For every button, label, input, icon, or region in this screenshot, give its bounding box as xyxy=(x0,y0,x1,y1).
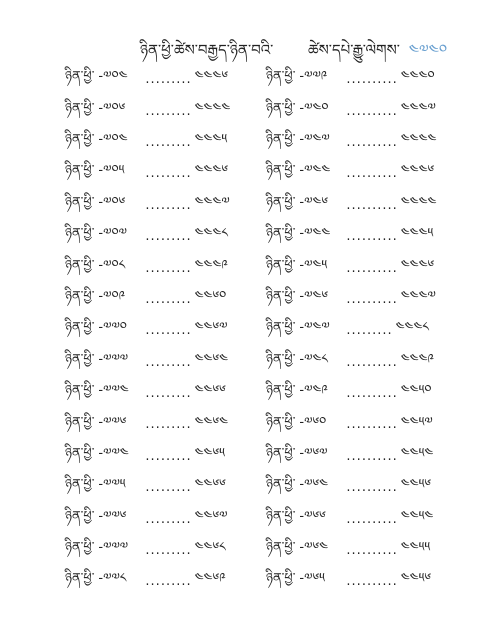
toc-entry xyxy=(65,409,230,440)
toc-entry xyxy=(65,472,230,503)
entry-label: ཉིན་ཕྱི་ xyxy=(65,320,95,336)
entry-leader: .......... xyxy=(346,260,398,276)
entry-label: ཉིན་ཕྱི་ xyxy=(266,540,296,556)
entry-leader: ......... xyxy=(145,480,192,496)
entry-label: ཉིན་ཕྱི་ xyxy=(65,131,95,147)
entry-page-number: ༤༤༦༦ xyxy=(194,383,226,399)
entry-page-number: ༤༤༦༧ xyxy=(194,508,228,524)
entry-leader: ......... xyxy=(145,260,192,276)
toc-entry xyxy=(65,95,230,126)
entry-label: ཉིན་ཕྱི་ xyxy=(65,414,95,430)
entry-code: -༧༤༠ xyxy=(299,100,329,116)
entry-page-number: ༤༤༤༦ xyxy=(194,69,229,85)
entry-page-number: ༤༤༤༤ xyxy=(400,131,437,147)
entry-label: ཉིན་ཕྱི་ xyxy=(266,257,296,273)
entry-label: ཉིན་ཕྱི་ xyxy=(65,571,95,587)
entry-label: ཉིན་ཕྱི་ xyxy=(65,477,95,493)
entry-code: -༧༧༥ xyxy=(98,477,126,493)
entry-code: -༧༦༠ xyxy=(299,414,327,430)
entry-page-number: ༤༤༦༧ xyxy=(194,320,228,336)
entry-leader: ......... xyxy=(145,291,192,307)
toc-entry xyxy=(65,566,230,597)
entry-page-number: ༤༤༤༤ xyxy=(194,100,231,116)
entry-page-number: ༤༤༥༦ xyxy=(400,477,432,493)
page-header xyxy=(0,34,494,64)
entry-label: ཉིན་ཕྱི་ xyxy=(65,163,95,179)
entry-leader: .......... xyxy=(346,354,398,370)
entry-label: ཉིན་ཕྱི་ xyxy=(65,257,95,273)
entry-page-number: ༤༤༤༨ xyxy=(395,320,429,336)
entry-code: -༧༦༤ xyxy=(299,477,329,493)
entry-label: ཉིན་ཕྱི་ xyxy=(65,445,95,461)
entry-label: ཉིན་ཕྱི་ xyxy=(65,69,95,85)
entry-label: ཉིན་ཕྱི་ xyxy=(266,226,296,242)
entry-code: -༧༤༩ xyxy=(299,383,328,399)
entry-leader: ......... xyxy=(145,323,192,339)
toc-entry xyxy=(65,190,230,221)
entry-label: ཉིན་ཕྱི་ xyxy=(266,351,296,367)
entry-leader: .......... xyxy=(346,448,398,464)
entry-leader: ......... xyxy=(145,511,192,527)
toc-entry xyxy=(266,535,436,566)
entry-code: -༧༤༥ xyxy=(299,257,328,273)
toc-entry xyxy=(65,378,230,409)
entry-code: -༧༧༧ xyxy=(98,540,129,556)
toc-entry xyxy=(266,158,436,189)
entry-label: ཉིན་ཕྱི་ xyxy=(65,288,95,304)
entry-code: -༧༦༥ xyxy=(299,571,325,587)
subtitle-text: ཚེས་དཔེ་རྒྱུ་ལེགས་ xyxy=(308,41,400,59)
entry-page-number: ༤༤༦༨ xyxy=(194,540,226,556)
entry-code: -༧༠༧ xyxy=(98,226,127,242)
entry-label: ཉིན་ཕྱི་ xyxy=(266,194,296,210)
entry-label: ཉིན་ཕྱི་ xyxy=(65,100,95,116)
entry-label: ཉིན་ཕྱི་ xyxy=(65,226,95,242)
toc-entry xyxy=(65,252,230,283)
entry-page-number: ༤༤༤༩ xyxy=(400,351,435,367)
entry-page-number: ༤༤༦༤ xyxy=(194,414,229,430)
entry-code: -༧༤༧ xyxy=(299,320,330,336)
entry-page-number: ༤༤༤༨ xyxy=(194,226,228,242)
page-title: ཉིན་ཕྱི་ཚེས་བརྒྱད་ཉིན་བའི་ xyxy=(140,41,274,59)
entry-code: -༧༧༩ xyxy=(299,69,328,85)
entry-page-number: ༤༤༥༧ xyxy=(400,414,433,430)
entry-leader: ......... xyxy=(145,166,192,182)
entry-page-number: ༤༤༤༥ xyxy=(194,131,228,147)
toc-entry xyxy=(266,409,436,440)
entry-leader: .......... xyxy=(346,103,398,119)
entry-page-number: ༤༤༦༦ xyxy=(194,477,226,493)
entry-code: -༧༧༨ xyxy=(98,571,127,587)
entry-label: ཉིན་ཕྱི་ xyxy=(266,69,296,85)
entry-page-number: ༤༤༦༥ xyxy=(194,445,225,461)
entry-leader: ......... xyxy=(145,448,192,464)
entry-code: -༧༧༤ xyxy=(98,383,129,399)
entry-code: -༧༦༤ xyxy=(299,540,329,556)
entry-code: -༧༠༥ xyxy=(98,163,125,179)
toc-entry xyxy=(266,64,436,95)
entry-label: ཉིན་ཕྱི་ xyxy=(266,571,296,587)
entry-leader: ......... xyxy=(145,354,192,370)
entry-leader: .......... xyxy=(346,134,398,150)
entry-leader: .......... xyxy=(346,386,398,402)
entry-page-number: ༤༤༥༦ xyxy=(400,571,432,587)
entry-code: -༧༤༤ xyxy=(299,163,331,179)
entry-leader: ......... xyxy=(145,543,192,559)
toc-entry xyxy=(266,127,436,158)
entry-code: -༧༠༨ xyxy=(98,257,126,273)
entry-leader: ......... xyxy=(145,103,192,119)
entry-leader: ......... xyxy=(145,72,192,88)
entry-code: -༧༧༤ xyxy=(98,445,129,461)
entry-code: -༧༧༦ xyxy=(98,414,127,430)
toc-entry xyxy=(65,221,230,252)
entry-code: -༧༠༦ xyxy=(98,100,126,116)
toc-entry xyxy=(266,347,436,378)
toc-entry xyxy=(65,315,230,346)
entry-page-number: ༤༤༤༤ xyxy=(400,194,437,210)
entry-page-number: ༤༤༥༤ xyxy=(400,508,434,524)
entry-leader: ......... xyxy=(145,386,192,402)
toc-entry xyxy=(266,315,436,346)
entry-leader: ......... xyxy=(346,323,393,339)
entry-code: -༧༠༩ xyxy=(98,288,126,304)
entry-leader: ......... xyxy=(145,417,192,433)
entry-page-number: ༤༤༤༦ xyxy=(400,163,435,179)
entry-code: -༧༤༦ xyxy=(299,288,329,304)
entry-leader: .......... xyxy=(346,197,398,213)
entry-leader: .......... xyxy=(346,511,398,527)
toc-entry xyxy=(266,378,436,409)
entry-page-number: ༤༤༤༧ xyxy=(400,100,436,116)
entry-page-number: ༤༤༤༩ xyxy=(194,257,228,273)
entry-code: -༧༠༦ xyxy=(98,194,126,210)
toc-entry xyxy=(65,535,230,566)
toc-entry xyxy=(65,503,230,534)
toc-entry xyxy=(65,64,230,95)
entry-label: ཉིན་ཕྱི་ xyxy=(266,477,296,493)
entry-code: -༧༧༠ xyxy=(98,320,127,336)
entry-label: ཉིན་ཕྱི་ xyxy=(266,163,296,179)
entry-page-number: ༤༤༥༤ xyxy=(400,445,434,461)
entry-page-number: ༤༤༤༥ xyxy=(400,226,434,242)
entry-page-number: ༤༤༤༦ xyxy=(400,257,435,273)
entry-label: ཉིན་ཕྱི་ xyxy=(266,414,296,430)
toc-entry xyxy=(65,347,230,378)
toc-entry xyxy=(65,284,230,315)
toc-entry xyxy=(65,158,230,189)
entry-code: -༧༠༤ xyxy=(98,69,128,85)
entry-leader: .......... xyxy=(346,229,398,245)
entry-leader: ......... xyxy=(145,197,192,213)
entry-label: ཉིན་ཕྱི་ xyxy=(65,383,95,399)
entry-page-number: ༤༤༦༩ xyxy=(194,571,226,587)
entry-label: ཉིན་ཕྱི་ xyxy=(266,320,296,336)
toc-entry xyxy=(65,127,230,158)
entry-page-number: ༤༤༤༧ xyxy=(194,194,230,210)
entry-label: ཉིན་ཕྱི་ xyxy=(266,288,296,304)
toc-entry xyxy=(266,221,436,252)
entry-label: ཉིན་ཕྱི་ xyxy=(65,351,95,367)
entry-code: -༧༦༧ xyxy=(299,445,328,461)
entry-leader: .......... xyxy=(346,72,398,88)
toc-entry xyxy=(266,503,436,534)
entry-leader: .......... xyxy=(346,166,398,182)
entry-label: ཉིན་ཕྱི་ xyxy=(266,383,296,399)
entry-code: -༧༦༦ xyxy=(299,508,326,524)
entry-leader: ......... xyxy=(145,574,192,590)
entry-page-number: ༤༤༤༠ xyxy=(400,69,435,85)
entry-leader: ......... xyxy=(145,229,192,245)
toc-entry xyxy=(65,441,230,472)
toc-entry xyxy=(266,472,436,503)
entry-code: -༧༤༤ xyxy=(299,226,331,242)
entry-label: ཉིན་ཕྱི་ xyxy=(65,508,95,524)
toc-entry xyxy=(266,284,436,315)
entry-label: ཉིན་ཕྱི་ xyxy=(266,131,296,147)
entry-code: -༧༧༧ xyxy=(98,351,129,367)
entry-code: -༧༤༦ xyxy=(299,194,329,210)
toc-entry xyxy=(266,566,436,597)
entry-leader: ......... xyxy=(145,134,192,150)
entry-code: -༧༧༦ xyxy=(98,508,127,524)
toc-entry xyxy=(266,95,436,126)
entry-code: -༧༠༤ xyxy=(98,131,128,147)
entry-page-number: ༤༤༥༥ xyxy=(400,540,431,556)
entry-leader: .......... xyxy=(346,543,398,559)
right-column xyxy=(266,64,436,598)
entry-leader: .......... xyxy=(346,417,398,433)
entry-page-number: ༤༤༤༧ xyxy=(400,288,436,304)
page-number: ༤༧༤༠ xyxy=(408,41,448,59)
entry-label: ཉིན་ཕྱི་ xyxy=(65,194,95,210)
entry-leader: .......... xyxy=(346,574,398,590)
entry-label: ཉིན་ཕྱི་ xyxy=(266,100,296,116)
entry-label: ཉིན་ཕྱི་ xyxy=(266,508,296,524)
entry-code: -༧༤༧ xyxy=(299,131,330,147)
entry-code: -༧༤༨ xyxy=(299,351,328,367)
toc-entry xyxy=(266,252,436,283)
left-column xyxy=(65,64,230,598)
entry-page-number: ༤༤༦༤ xyxy=(194,351,229,367)
entry-leader: .......... xyxy=(346,291,398,307)
entry-page-number: ༤༤༤༦ xyxy=(194,163,229,179)
entry-page-number: ༤༤༥༠ xyxy=(400,383,432,399)
entry-page-number: ༤༤༦༠ xyxy=(194,288,227,304)
toc-entry xyxy=(266,441,436,472)
entry-label: ཉིན་ཕྱི་ xyxy=(65,540,95,556)
toc-entry xyxy=(266,190,436,221)
entry-leader: .......... xyxy=(346,480,398,496)
entry-label: ཉིན་ཕྱི་ xyxy=(266,445,296,461)
